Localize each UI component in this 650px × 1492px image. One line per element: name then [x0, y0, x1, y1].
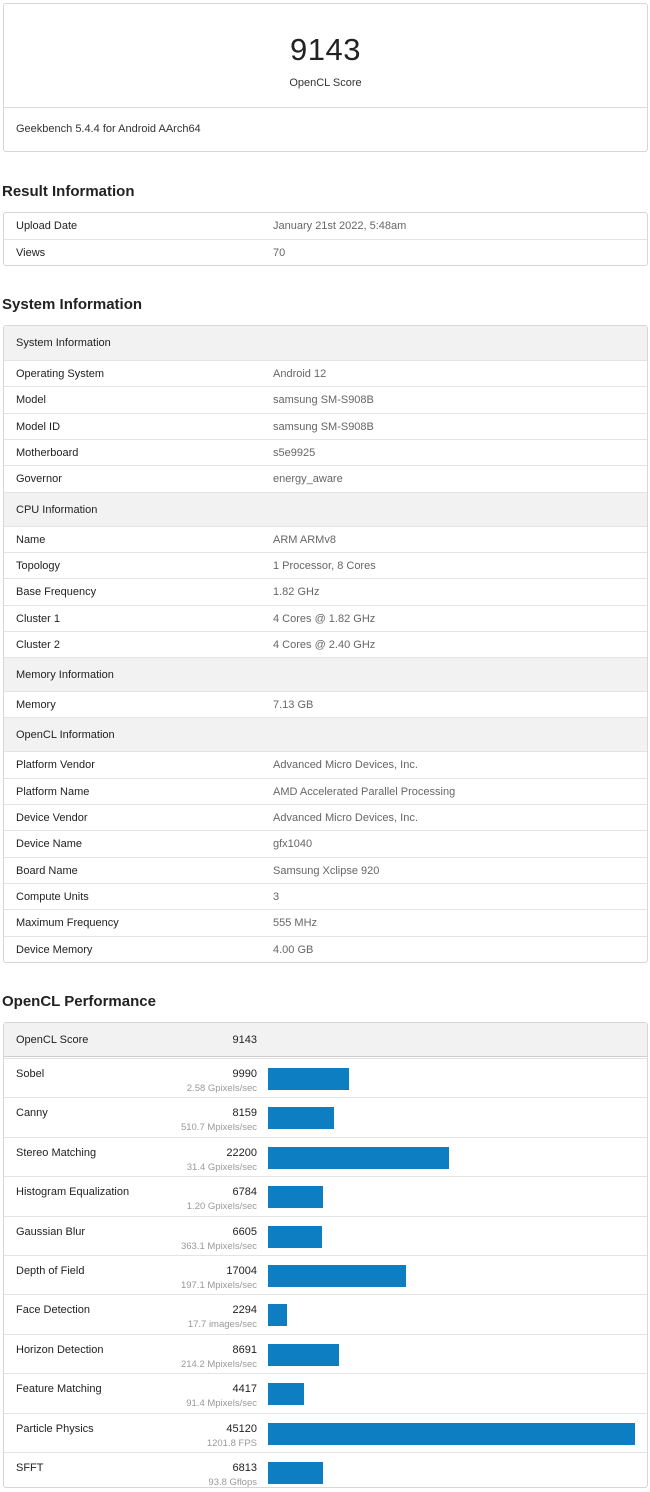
score-bar	[268, 1265, 406, 1287]
info-value: Samsung Xclipse 920	[273, 864, 380, 877]
info-key: Device Name	[16, 838, 83, 851]
info-key: Cluster 2	[16, 638, 61, 651]
info-value: January 21st 2022, 5:48am	[273, 220, 407, 232]
benchmark-throughput: 214.2 Mpixels/sec	[180, 1358, 257, 1370]
info-key: Base Frequency	[16, 586, 97, 599]
info-key: Views	[16, 247, 46, 259]
benchmark-row-gaussian-blur	[4, 1216, 647, 1255]
benchmark-score: 2294	[232, 1304, 257, 1317]
info-key: CPU Information	[16, 503, 98, 516]
info-value: AMD Accelerated Parallel Processing	[273, 785, 456, 798]
info-value: 4 Cores @ 1.82 GHz	[273, 612, 376, 625]
benchmark-name: Sobel	[16, 1068, 45, 1080]
info-key: Device Vendor	[16, 812, 88, 825]
info-value: 4.00 GB	[273, 943, 314, 956]
info-row-platform-vendor	[4, 751, 647, 777]
score-bar	[268, 1383, 304, 1405]
benchmark-name: Depth of Field	[16, 1265, 85, 1277]
result-information-table	[3, 212, 648, 266]
benchmark-row-histogram-equalization	[4, 1176, 647, 1215]
info-value: gfx1040	[273, 838, 313, 851]
info-row-memory	[4, 691, 647, 717]
score-bar	[268, 1462, 323, 1484]
benchmark-score: 8691	[232, 1343, 257, 1356]
info-row-maximum-frequency	[4, 909, 647, 935]
info-key: Cluster 1	[16, 612, 61, 625]
benchmark-score: 6605	[232, 1225, 257, 1238]
info-value: samsung SM-S908B	[273, 394, 374, 407]
score-bar	[268, 1344, 339, 1366]
info-row-platform-name	[4, 778, 647, 804]
benchmark-score: 17004	[226, 1265, 257, 1277]
opencl-performance-table	[3, 1022, 648, 1488]
benchmark-row-sfft	[4, 1452, 647, 1491]
performance-header-label: OpenCL Score	[16, 1034, 89, 1046]
info-key: Operating System	[16, 368, 105, 380]
benchmark-name: Horizon Detection	[16, 1343, 104, 1356]
benchmark-name: Feature Matching	[16, 1383, 102, 1396]
performance-header-score: 9143	[232, 1034, 257, 1046]
benchmark-throughput: 1201.8 FPS	[206, 1437, 257, 1449]
info-key: Motherboard	[16, 446, 79, 459]
info-row-upload-date	[4, 213, 647, 239]
benchmark-name: Particle Physics	[16, 1422, 94, 1435]
info-key: Topology	[16, 559, 61, 572]
divider	[4, 107, 647, 108]
score-card	[3, 3, 648, 152]
benchmark-row-horizon-detection	[4, 1334, 647, 1373]
opencl-score-value: 9143	[290, 32, 361, 67]
info-row-cluster-2	[4, 631, 647, 657]
benchmark-throughput: 197.1 Mpixels/sec	[180, 1280, 257, 1291]
system-information-heading: System Information	[2, 296, 143, 313]
info-row-cluster-1	[4, 605, 647, 631]
benchmark-score: 6813	[232, 1462, 257, 1474]
benchmark-throughput: 31.4 Gpixels/sec	[186, 1161, 257, 1173]
info-value: Android 12	[273, 368, 327, 380]
info-row-governor	[4, 465, 647, 491]
info-key: Platform Vendor	[16, 759, 95, 772]
info-row-device-memory	[4, 936, 647, 962]
info-key: Memory Information	[16, 669, 114, 682]
info-key: Name	[16, 533, 46, 546]
benchmark-score: 45120	[226, 1422, 257, 1435]
info-key: Model	[16, 394, 46, 407]
info-key: Upload Date	[16, 220, 78, 232]
result-information-heading: Result Information	[2, 183, 135, 200]
info-key: System Information	[16, 337, 111, 349]
info-value: Advanced Micro Devices, Inc.	[273, 759, 418, 772]
info-key: Board Name	[16, 864, 78, 877]
section-header-opencl-information	[4, 717, 647, 751]
info-key: Memory	[16, 699, 56, 712]
benchmark-name: Stereo Matching	[16, 1146, 97, 1159]
benchmark-row-canny	[4, 1097, 647, 1136]
benchmark-name: Canny	[16, 1107, 48, 1120]
info-value: Advanced Micro Devices, Inc.	[273, 812, 418, 825]
benchmark-score: 22200	[226, 1146, 257, 1159]
benchmark-row-depth-of-field	[4, 1255, 647, 1294]
info-value: 3	[273, 891, 280, 904]
info-value: energy_aware	[273, 473, 343, 486]
info-value: 7.13 GB	[273, 699, 314, 712]
benchmark-throughput: 17.7 images/sec	[187, 1319, 257, 1331]
info-row-operating-system	[4, 360, 647, 386]
info-value: samsung SM-S908B	[273, 420, 374, 433]
section-header-system-information	[4, 326, 647, 360]
score-bar	[268, 1068, 349, 1090]
benchmark-score: 6784	[232, 1186, 257, 1199]
info-key: OpenCL Information	[16, 729, 115, 742]
section-header-memory-information	[4, 657, 647, 691]
info-value: 1.82 GHz	[273, 586, 320, 599]
benchmark-throughput: 1.20 Gpixels/sec	[186, 1201, 257, 1213]
benchmark-name: Histogram Equalization	[16, 1186, 130, 1199]
info-value: 4 Cores @ 2.40 GHz	[273, 638, 376, 651]
info-key: Platform Name	[16, 785, 90, 798]
benchmark-throughput: 2.58 Gpixels/sec	[186, 1083, 257, 1094]
info-row-model	[4, 386, 647, 412]
info-row-motherboard	[4, 439, 647, 465]
info-row-views	[4, 239, 647, 265]
info-key: Compute Units	[16, 891, 89, 904]
benchmark-name: Face Detection	[16, 1304, 90, 1317]
score-bar	[268, 1107, 334, 1129]
score-bar	[268, 1226, 322, 1248]
benchmark-throughput: 93.8 Gflops	[208, 1477, 257, 1488]
info-value: ARM ARMv8	[273, 533, 336, 546]
info-row-name	[4, 526, 647, 552]
info-value: 555 MHz	[273, 917, 318, 930]
info-row-board-name	[4, 857, 647, 883]
performance-header-row	[4, 1023, 647, 1057]
benchmark-row-face-detection	[4, 1294, 647, 1333]
info-value: 70	[273, 247, 286, 259]
info-row-compute-units	[4, 883, 647, 909]
score-bar	[268, 1147, 449, 1169]
benchmark-name: SFFT	[16, 1462, 44, 1474]
benchmark-throughput: 363.1 Mpixels/sec	[180, 1240, 257, 1252]
info-value: 1 Processor, 8 Cores	[273, 559, 376, 572]
opencl-performance-heading: OpenCL Performance	[2, 993, 156, 1010]
benchmark-throughput: 510.7 Mpixels/sec	[180, 1122, 257, 1134]
benchmark-score: 9990	[232, 1068, 257, 1080]
benchmark-score: 4417	[232, 1383, 257, 1396]
info-row-device-vendor	[4, 804, 647, 830]
score-bar	[268, 1423, 635, 1445]
info-key: Governor	[16, 473, 62, 486]
info-key: Device Memory	[16, 943, 93, 956]
info-row-base-frequency	[4, 578, 647, 604]
benchmark-row-sobel	[4, 1058, 647, 1097]
score-bar	[268, 1304, 287, 1326]
info-value: s5e9925	[273, 446, 316, 459]
section-header-cpu-information	[4, 492, 647, 526]
score-bar	[268, 1186, 323, 1208]
benchmark-row-feature-matching	[4, 1373, 647, 1412]
info-key: Maximum Frequency	[16, 917, 119, 930]
info-row-device-name	[4, 830, 647, 856]
benchmark-score: 8159	[232, 1107, 257, 1120]
opencl-score-label: OpenCL Score	[289, 77, 362, 89]
benchmark-name: Gaussian Blur	[16, 1225, 86, 1238]
benchmark-row-stereo-matching	[4, 1137, 647, 1176]
benchmark-throughput: 91.4 Mpixels/sec	[186, 1398, 257, 1410]
info-key: Model ID	[16, 420, 61, 433]
benchmark-row-particle-physics	[4, 1413, 647, 1452]
system-information-table	[3, 325, 648, 963]
info-row-topology	[4, 552, 647, 578]
benchmark-version: Geekbench 5.4.4 for Android AArch64	[16, 123, 201, 135]
info-row-model-id	[4, 413, 647, 439]
